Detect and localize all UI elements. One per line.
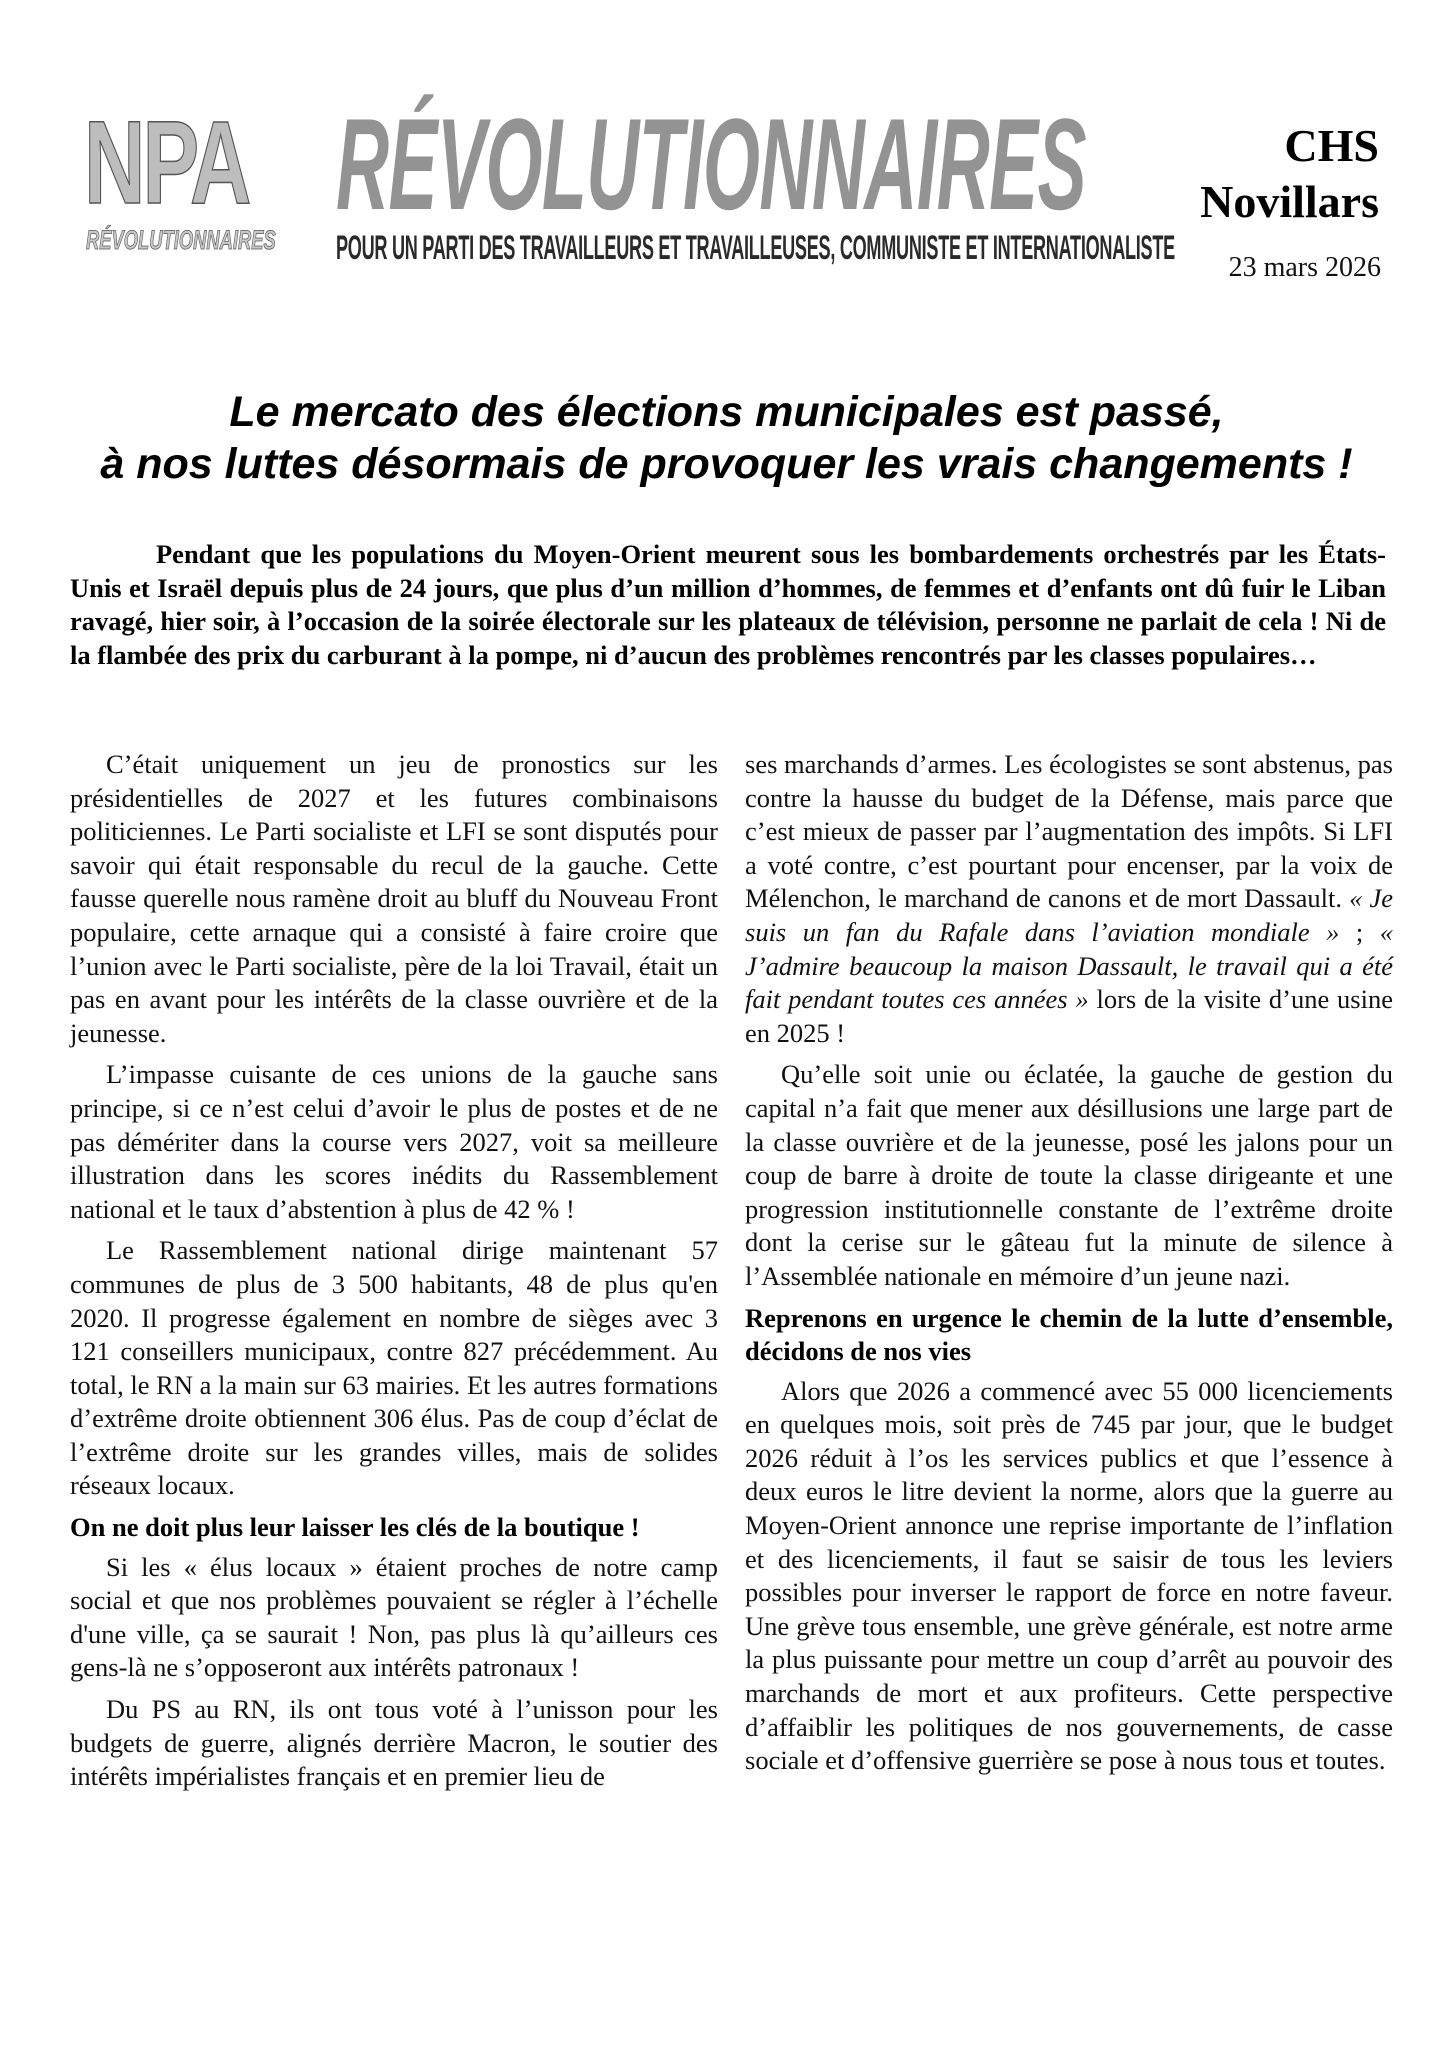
intro-paragraph <box>70 538 1386 672</box>
headline-line1: Le mercato des élections municipales est passé, <box>229 388 1224 436</box>
intro-text: Pendant que les populations du Moyen-Orient meurent sous les bombardements orchestrés par les États-Unis et Israël depuis plus de 24 jours, que plus d’un million d’hommes, de femmes et d’enfants ont dû fuir le Liban ravagé, hier soir, à l’occasion de la soirée électorale sur les plateaux de télévision, personne ne parlait de cela ! Ni de la flambée des prix du carburant à la pompe, ni d’aucun des problèmes rencontrés par les classes populaires… <box>70 539 1386 670</box>
paragraph-continued <box>745 748 1393 1050</box>
npa-logo: NPA <box>84 97 249 229</box>
npa-logo-subtitle: RÉVOLUTIONNAIRES <box>86 225 276 255</box>
issue-date: 23 mars 2026 <box>1228 252 1381 283</box>
left-column <box>70 748 718 1802</box>
text: ses marchands d’armes. Les écologistes se sont abstenus, pas contre la hausse du budget de la Défense, mais parce que c’est mieux de passer par l’augmentation des impôts. Si LFI a voté contre, c’est pourtant pour encenser, par la voix de Mélenchon, le marchand de canons et de mort Dassault. <box>745 749 1393 914</box>
paragraph: Du PS au RN, ils ont tous voté à l’unisson pour les budgets de guerre, alignés derrière Macron, le soutier des intérêts impérialistes français et en premier lieu de <box>70 1694 718 1792</box>
right-column <box>745 748 1393 1786</box>
headline <box>0 386 1453 490</box>
section-name <box>1200 118 1379 230</box>
text: lors de la visite d’une usine en 2025 ! <box>745 984 1393 1048</box>
paragraph: Qu’elle soit unie ou éclatée, la gauche de gestion du capital n’a fait que mener aux désillusions une large part de la classe ouvrière et de la jeunesse, posé les jalons pour un coup de barre à droite de toute la classe dirigeante et une progression institutionnelle constante de l’extrême droite dont la cerise sur le gâteau fut la minute de silence à l’Assemblée nationale en mémoire d’un jeune nazi. <box>745 1059 1393 1291</box>
paragraph: Si les « élus locaux » étaient proches de notre camp social et que nos problèmes pouvaient se régler à l’échelle d'une ville, ça se saurait ! Non, pas plus là qu’ailleurs ces gens-là ne s’opposeront aux intérêts patronaux ! <box>70 1551 718 1683</box>
quote: « J’admire beaucoup la maison Dassault, le travail qui a été fait pendant toutes ces années » <box>745 916 1393 1015</box>
quote: « Je suis un fan du Rafale dans l’aviation mondiale » <box>745 883 1393 947</box>
paragraph: C’était uniquement un jeu de pronostics sur les présidentielles de 2027 et les futures combinaisons politiciennes. Le Parti socialiste et LFI se sont disputés pour savoir qui était responsable du recul de la gauche. Cette fausse querelle nous ramène droit au bluff du Nouveau Front populaire, cette arnaque qui a consisté à faire croire que l’union avec le Parti socialiste, père de la loi Travail, était un pas en avant pour les intérêts de la classe ouvrière et de la jeunesse. <box>70 749 718 1048</box>
section-name-line1: CHS <box>1284 120 1379 171</box>
section-heading: Reprenons en urgence le chemin de la lutte d’ensemble, décidons de nos vies <box>745 1302 1393 1367</box>
paragraph: L’impasse cuisante de ces unions de la gauche sans principe, si ce n’est celui d’avoir le plus de postes et de ne pas démériter dans la course vers 2027, voit sa meilleure illustration dans les scores inédits du Rassemblement national et le taux d’abstention à plus de 42 % ! <box>70 1059 718 1224</box>
masthead-tagline: POUR UN PARTI DES TRAVAILLEURS ET TRAVAILLEUSES, COMMUNISTE ET INTERNATIONALISTE <box>336 229 1175 267</box>
section-name-line2: Novillars <box>1200 176 1379 227</box>
text: ; <box>1339 916 1380 947</box>
headline-line2: à nos luttes désormais de provoquer les vrais changements ! <box>100 440 1353 488</box>
paragraph: Alors que 2026 a commencé avec 55 000 licenciements en quelques mois, soit près de 745 par jour, que le budget 2026 réduit à l’os les services publics et que l’essence à deux euros le litre devient la norme, alors que la guerre au Moyen-Orient annonce une reprise importante de l’inflation et des licenciements, il faut se saisir de tous les leviers possibles pour inverser le rapport de force en notre faveur. Une grève tous ensemble, une grève générale, est notre arme la plus puissante pour mettre un coup d’arrêt au pouvoir des marchands de mort et aux profiteurs. Cette perspective d’affaiblir les politiques de nos gouvernements, de casse sociale et d’offensive guerrière se pose à nous tous et toutes. <box>745 1375 1393 1776</box>
paragraph: Le Rassemblement national dirige maintenant 57 communes de plus de 3 500 habitants, 48 de plus qu'en 2020. Il progresse également en nombre de sièges avec 3 121 conseillers municipaux, contre 827 précédemment. Au total, le RN a la main sur 63 mairies. Et les autres formations d’extrême droite obtiennent 306 élus. Pas de coup d’éclat de l’extrême droite sur les grandes villes, mais de solides réseaux locaux. <box>70 1235 718 1501</box>
section-heading: On ne doit plus leur laisser les clés de la boutique ! <box>70 1512 640 1543</box>
masthead-title: RÉVOLUTIONNAIRES <box>336 91 1086 237</box>
